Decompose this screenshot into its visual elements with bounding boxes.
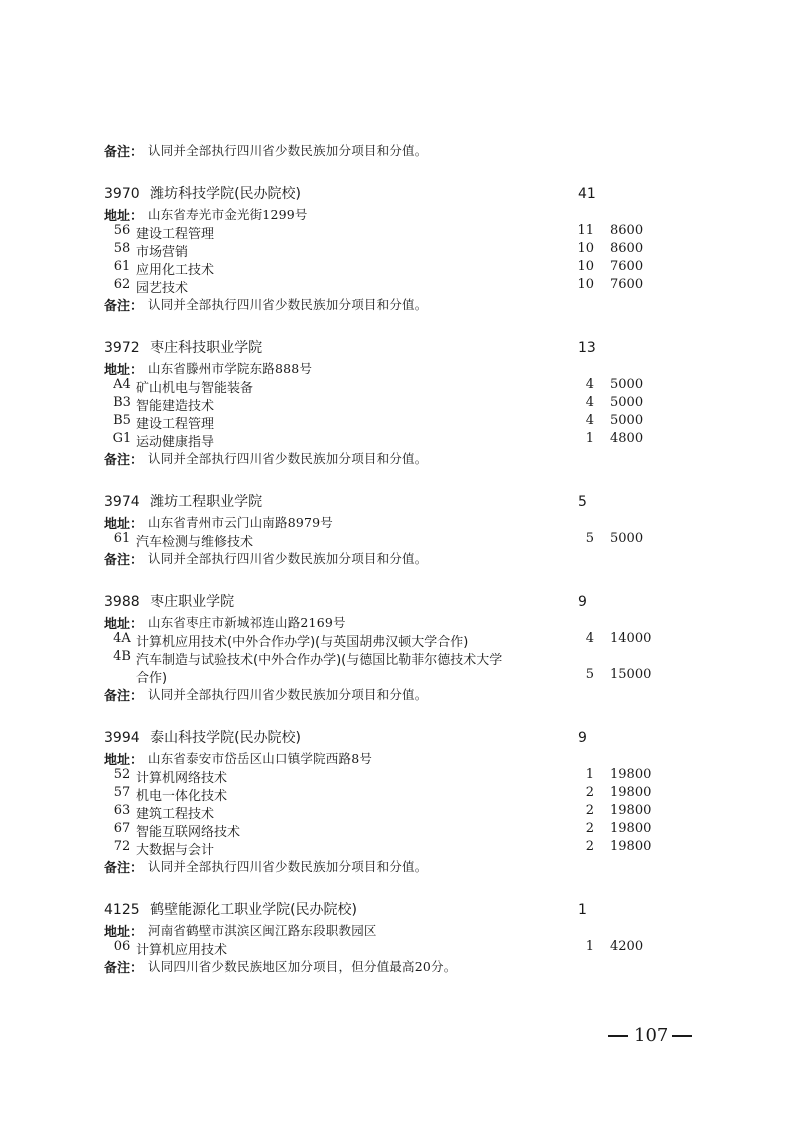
major-fee: 5000 — [610, 395, 644, 410]
school-heading — [104, 338, 262, 358]
school-code: 3974 — [104, 494, 140, 510]
remark-text: 认同并全部执行四川省少数民族加分项目和分值。 — [148, 143, 428, 158]
major-fee: 15000 — [610, 667, 652, 682]
major-row — [0, 939, 794, 957]
major-code: 06 — [113, 939, 131, 954]
major-fee: 19800 — [610, 839, 652, 854]
major-count: 4 — [585, 395, 594, 410]
major-name: 汽车检测与维修技术 — [136, 535, 254, 550]
major-name: 计算机网络技术 — [136, 771, 228, 786]
major-count: 11 — [577, 223, 594, 238]
address-label: 地址： — [104, 209, 144, 224]
major-fee: 5000 — [610, 377, 644, 392]
address-text: 山东省枣庄市新城祁连山路2169号 — [148, 615, 346, 630]
major-code: 61 — [113, 531, 131, 546]
school-total: 13 — [578, 340, 596, 356]
school-code: 3994 — [104, 730, 140, 746]
school-code: 3988 — [104, 594, 140, 610]
major-name: 汽车制造与试验技术(中外合作办学)(与德国比勒菲尔德技术大学 — [136, 653, 503, 668]
major-row — [0, 785, 794, 803]
major-code: 63 — [113, 803, 131, 818]
school-name: 潍坊科技学院(民办院校) — [150, 186, 302, 202]
school-code: 4125 — [104, 902, 140, 918]
major-count: 10 — [577, 277, 594, 292]
major-row — [0, 531, 794, 549]
major-row — [0, 377, 794, 395]
address-label: 地址： — [104, 363, 144, 378]
page-number: 107 — [634, 1025, 669, 1046]
remark-text: 认同并全部执行四川省少数民族加分项目和分值。 — [148, 551, 428, 566]
right-dash — [672, 1035, 692, 1037]
school-block — [0, 592, 794, 704]
major-name: 运动健康指导 — [136, 435, 215, 450]
major-name: 大数据与会计 — [136, 843, 215, 858]
major-row — [0, 277, 794, 295]
major-code: B3 — [113, 395, 131, 410]
major-code: 52 — [113, 767, 131, 782]
major-fee: 5000 — [610, 531, 644, 546]
major-name: 建筑工程技术 — [136, 807, 215, 822]
major-row — [0, 259, 794, 277]
major-code: 4A — [113, 631, 131, 646]
major-row — [0, 839, 794, 857]
major-count: 10 — [577, 259, 594, 274]
major-code: 67 — [113, 821, 131, 836]
major-name: 市场营销 — [136, 245, 189, 260]
major-name: 建设工程管理 — [136, 227, 215, 242]
major-row — [0, 431, 794, 449]
major-count: 1 — [585, 767, 594, 782]
major-count: 4 — [585, 377, 594, 392]
major-count: 4 — [585, 631, 594, 646]
major-name: 智能建造技术 — [136, 399, 215, 414]
major-code: B5 — [113, 413, 131, 428]
school-block — [0, 184, 794, 314]
major-count: 1 — [585, 939, 594, 954]
major-code: 72 — [113, 839, 131, 854]
major-count: 2 — [585, 839, 594, 854]
major-count: 5 — [585, 667, 594, 682]
major-row — [0, 767, 794, 785]
remark-text: 认同并全部执行四川省少数民族加分项目和分值。 — [148, 859, 428, 874]
major-code: 58 — [113, 241, 131, 256]
remark-label: 备注： — [104, 453, 144, 468]
remark-text: 认同并全部执行四川省少数民族加分项目和分值。 — [148, 297, 428, 312]
address-label: 地址： — [104, 925, 144, 940]
major-name: 矿山机电与智能装备 — [136, 381, 254, 396]
major-fee: 8600 — [610, 223, 644, 238]
remark-text: 认同并全部执行四川省少数民族加分项目和分值。 — [148, 451, 428, 466]
school-name: 潍坊工程职业学院 — [150, 494, 263, 510]
left-dash — [608, 1035, 628, 1037]
major-fee: 19800 — [610, 821, 652, 836]
address-label: 地址： — [104, 517, 144, 532]
major-count: 5 — [585, 531, 594, 546]
school-code: 3970 — [104, 186, 140, 202]
major-fee: 19800 — [610, 767, 652, 782]
major-fee: 4200 — [610, 939, 644, 954]
major-count: 2 — [585, 821, 594, 836]
major-row — [0, 631, 794, 649]
school-heading — [104, 184, 301, 204]
major-row — [0, 395, 794, 413]
major-name: 计算机应用技术 — [136, 943, 228, 958]
school-name: 鹤壁能源化工职业学院(民办院校) — [150, 902, 358, 918]
remark-label: 备注： — [104, 689, 144, 704]
major-count: 2 — [585, 785, 594, 800]
top-remark — [0, 141, 794, 159]
major-name: 智能互联网络技术 — [136, 825, 241, 840]
major-fee: 7600 — [610, 277, 644, 292]
major-name: 园艺技术 — [136, 281, 189, 296]
school-total: 1 — [578, 902, 587, 918]
address-text: 山东省青州市云门山南路8979号 — [148, 515, 334, 530]
major-name: 机电一体化技术 — [136, 789, 228, 804]
address-text: 山东省泰安市岱岳区山口镇学院西路8号 — [148, 751, 373, 766]
major-row — [0, 821, 794, 839]
school-heading — [104, 492, 262, 512]
school-block — [0, 728, 794, 876]
major-name: 应用化工技术 — [136, 263, 215, 278]
remark-label: 备注： — [104, 961, 144, 976]
major-code: A4 — [113, 377, 131, 392]
school-name: 枣庄科技职业学院 — [150, 340, 263, 356]
major-row — [0, 413, 794, 431]
major-row — [0, 241, 794, 259]
major-fee: 7600 — [610, 259, 644, 274]
address-text: 河南省鹤壁市淇滨区闽江路东段职教园区 — [148, 923, 377, 938]
school-heading — [104, 592, 234, 612]
school-name: 枣庄职业学院 — [150, 594, 235, 610]
remark-label: 备注： — [104, 299, 144, 314]
address-text: 山东省寿光市金光街1299号 — [148, 207, 308, 222]
page-number-footer — [0, 1024, 794, 1048]
remark-label: 备注： — [104, 861, 144, 876]
school-total: 5 — [578, 494, 587, 510]
major-name: 计算机应用技术(中外合作办学)(与英国胡弗汉顿大学合作) — [136, 635, 469, 650]
remark-label: 备注： — [104, 553, 144, 568]
major-name-continued: 合作) — [136, 671, 168, 686]
major-row — [0, 223, 794, 241]
major-code: 61 — [113, 259, 131, 274]
major-code: 4B — [113, 649, 131, 664]
major-fee: 19800 — [610, 803, 652, 818]
school-code: 3972 — [104, 340, 140, 356]
school-heading — [104, 728, 301, 748]
major-count: 1 — [585, 431, 594, 446]
major-fee: 4800 — [610, 431, 644, 446]
major-count: 4 — [585, 413, 594, 428]
major-name: 建设工程管理 — [136, 417, 215, 432]
major-code: 57 — [113, 785, 131, 800]
remark-text: 认同并全部执行四川省少数民族加分项目和分值。 — [148, 687, 428, 702]
major-count: 2 — [585, 803, 594, 818]
major-count: 10 — [577, 241, 594, 256]
address-label: 地址： — [104, 753, 144, 768]
address-text: 山东省滕州市学院东路888号 — [148, 361, 313, 376]
school-heading — [104, 900, 357, 920]
school-total: 9 — [578, 730, 587, 746]
major-fee: 5000 — [610, 413, 644, 428]
school-block — [0, 900, 794, 976]
school-total: 41 — [578, 186, 596, 202]
major-row — [0, 649, 794, 685]
major-code: G1 — [112, 431, 132, 446]
major-row — [0, 803, 794, 821]
remark-text: 认同四川省少数民族地区加分项目，但分值最高20分。 — [148, 959, 457, 974]
major-fee: 8600 — [610, 241, 644, 256]
school-block — [0, 492, 794, 568]
school-total: 9 — [578, 594, 587, 610]
major-fee: 19800 — [610, 785, 652, 800]
major-code: 56 — [113, 223, 131, 238]
school-name: 泰山科技学院(民办院校) — [150, 730, 302, 746]
major-fee: 14000 — [610, 631, 652, 646]
major-code: 62 — [113, 277, 131, 292]
remark-label: 备注： — [104, 145, 144, 160]
address-label: 地址： — [104, 617, 144, 632]
school-block — [0, 338, 794, 468]
